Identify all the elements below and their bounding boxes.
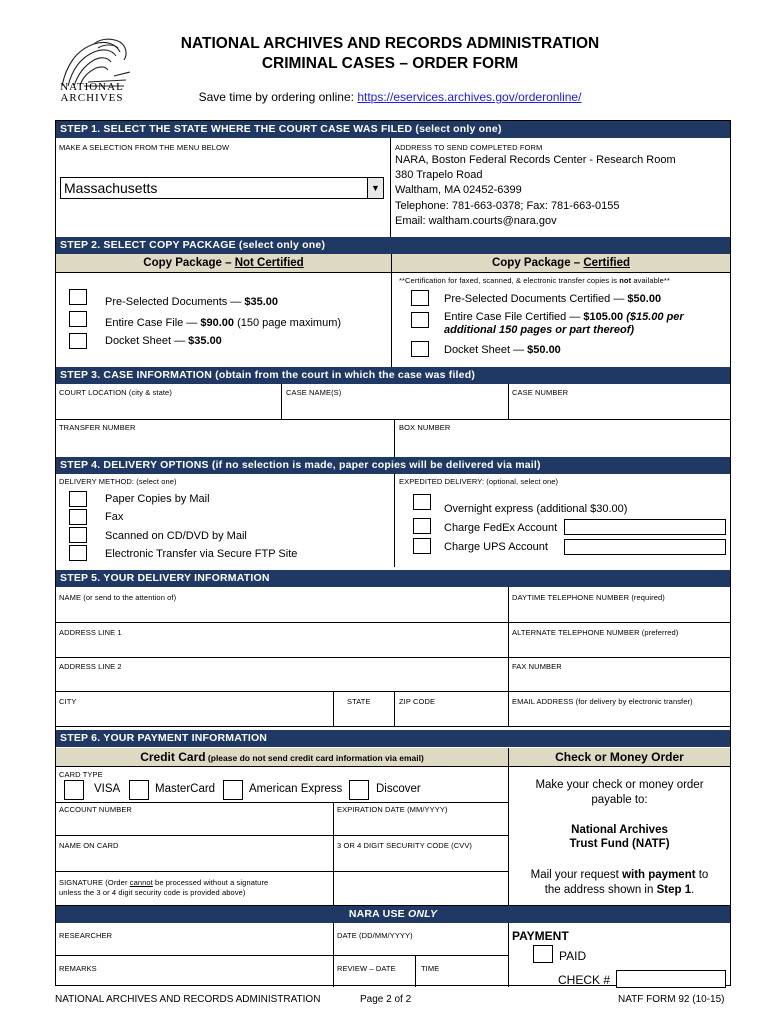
step1-heading: STEP 1. SELECT THE STATE WHERE THE COURT CASE WAS FILED (select only one): [56, 121, 730, 138]
step4-heading: STEP 4. DELIVERY OPTIONS (if no selection is made, paper copies will be delivered via mail): [56, 457, 730, 474]
option-c-entire-case: Entire Case File Certified — $105.00 ($15.00 per additional 150 pages or part thereof): [444, 311, 684, 336]
checkbox-ftp[interactable]: [69, 545, 87, 561]
court-location-label: COURT LOCATION (city & state): [59, 388, 172, 397]
card-visa: VISA: [94, 783, 121, 795]
footer-agency: NATIONAL ARCHIVES AND RECORDS ADMINISTRATION: [55, 994, 321, 1005]
certified-header: Copy Package – Certified: [392, 254, 730, 272]
checkbox-fedex[interactable]: [413, 518, 431, 534]
expedited-ups: Charge UPS Account: [444, 541, 548, 553]
credit-card-header: Credit Card (please do not send credit card information via email): [56, 748, 508, 766]
security-code-label: 3 OR 4 DIGIT SECURITY CODE (CVV): [337, 841, 473, 850]
checkbox-c-preselected[interactable]: [411, 290, 429, 306]
box-number-label: BOX NUMBER: [399, 423, 451, 432]
transfer-number-label: TRANSFER NUMBER: [59, 423, 136, 432]
checkbox-ups[interactable]: [413, 538, 431, 554]
mail-instructions: Mail your request with payment to the address shown in Step 1.: [530, 869, 709, 896]
checkbox-nc-docket[interactable]: [69, 333, 87, 349]
method-ftp: Electronic Transfer via Secure FTP Site: [105, 548, 298, 560]
expedited-fedex: Charge FedEx Account: [444, 522, 558, 534]
payee: National Archives Trust Fund (NATF): [569, 824, 670, 850]
daytime-phone-label: DAYTIME TELEPHONE NUMBER (required): [512, 593, 665, 602]
checkbox-c-docket[interactable]: [411, 341, 429, 357]
account-number-label: ACCOUNT NUMBER: [59, 805, 132, 814]
step2-heading: STEP 2. SELECT COPY PACKAGE (select only one): [56, 237, 730, 254]
remarks-label: REMARKS: [59, 964, 97, 973]
method-fax: Fax: [105, 511, 124, 523]
card-amex: American Express: [249, 783, 343, 795]
option-nc-docket: Docket Sheet — $35.00: [105, 335, 222, 347]
logo-text: NATIONAL ARCHIVES: [60, 81, 124, 104]
review-date-label: REVIEW – DATE: [337, 964, 396, 973]
menu-label: MAKE A SELECTION FROM THE MENU BELOW: [59, 143, 230, 152]
checkbox-nc-preselected[interactable]: [69, 289, 87, 305]
step3-heading: STEP 3. CASE INFORMATION (obtain from the court in which the case was filed): [56, 367, 730, 384]
option-c-docket: Docket Sheet — $50.00: [444, 344, 561, 356]
address-line1-label: ADDRESS LINE 1: [59, 628, 122, 637]
not-certified-header: Copy Package – Not Certified: [56, 254, 391, 272]
mailing-address: NARA, Boston Federal Records Center - Research Room 380 Trapelo Road Waltham, MA 02452-6399 Telephone: 781-663-0378; Fax: 781-663-0155 Email: waltham.courts@nara.gov: [395, 154, 676, 227]
payment-label: PAYMENT: [512, 929, 569, 943]
alt-phone-label: ALTERNATE TELEPHONE NUMBER (preferred): [512, 628, 679, 637]
signature-label: SIGNATURE (Order cannot be processed without a signature unless the 3 or 4 digit security code is provided above): [59, 878, 269, 897]
address-label: ADDRESS TO SEND COMPLETED FORM: [395, 143, 543, 152]
check-header: Check or Money Order: [509, 748, 730, 766]
method-cd-dvd: Scanned on CD/DVD by Mail: [105, 530, 247, 542]
online-order-line: Save time by ordering online: https://eservices.archives.gov/orderonline/: [198, 90, 582, 104]
ups-account-input[interactable]: [564, 539, 726, 555]
checkbox-fax[interactable]: [69, 509, 87, 525]
zip-label: ZIP CODE: [399, 697, 436, 706]
checkbox-c-entire-case[interactable]: [411, 312, 429, 328]
case-number-label: CASE NUMBER: [512, 388, 569, 397]
card-type-label: CARD TYPE: [59, 770, 103, 779]
step6-heading: STEP 6. YOUR PAYMENT INFORMATION: [56, 730, 730, 747]
checkbox-overnight[interactable]: [413, 494, 431, 510]
expedited-overnight: Overnight express (additional $30.00): [444, 503, 628, 515]
checkbox-mastercard[interactable]: [129, 780, 149, 800]
delivery-method-label: DELIVERY METHOD: (select one): [59, 477, 177, 486]
certification-note: **Certification for faxed, scanned, & electronic transfer copies is not available**: [399, 276, 670, 285]
check-number-label: CHECK #: [558, 973, 611, 987]
page-title: NATIONAL ARCHIVES AND RECORDS ADMINISTRATION CRIMINAL CASES – ORDER FORM: [180, 35, 600, 72]
researcher-label: RESEARCHER: [59, 931, 113, 940]
state-select[interactable]: [60, 177, 384, 199]
chevron-down-icon[interactable]: ▼: [367, 178, 383, 198]
fax-number-label: FAX NUMBER: [512, 662, 562, 671]
address-line2-label: ADDRESS LINE 2: [59, 662, 122, 671]
checkbox-cd-dvd[interactable]: [69, 527, 87, 543]
footer-form-number: NATF FORM 92 (10-15): [618, 994, 725, 1005]
name-label: NAME (or send to the attention of): [59, 593, 177, 602]
expiration-label: EXPIRATION DATE (MM/YYYY): [337, 805, 448, 814]
checkbox-paper-mail[interactable]: [69, 491, 87, 507]
footer-page: Page 2 of 2: [360, 994, 412, 1005]
state-select-value: Massachusetts: [64, 180, 158, 196]
nara-use-heading: NARA USE ONLY: [56, 906, 730, 923]
option-nc-preselected: Pre-Selected Documents — $35.00: [105, 296, 279, 308]
online-order-link[interactable]: https://eservices.archives.gov/orderonline/: [357, 90, 582, 104]
name-on-card-label: NAME ON CARD: [59, 841, 119, 850]
case-name-label: CASE NAME(S): [286, 388, 342, 397]
checkbox-paid[interactable]: [533, 945, 553, 963]
card-discover: Discover: [376, 783, 421, 795]
paid-label: PAID: [559, 949, 587, 963]
checkbox-amex[interactable]: [223, 780, 243, 800]
option-nc-entire-case: Entire Case File — $90.00 (150 page maximum): [105, 317, 342, 329]
payable-to: Make your check or money order payable to:: [535, 779, 704, 806]
check-number-input[interactable]: [616, 970, 726, 988]
time-label: TIME: [421, 964, 440, 973]
step5-heading: STEP 5. YOUR DELIVERY INFORMATION: [56, 570, 730, 587]
option-c-preselected: Pre-Selected Documents Certified — $50.00: [444, 293, 662, 305]
email-label: EMAIL ADDRESS (for delivery by electronic transfer): [512, 697, 693, 706]
checkbox-discover[interactable]: [349, 780, 369, 800]
expedited-label: EXPEDITED DELIVERY: (optional, select one): [399, 477, 559, 486]
card-mastercard: MasterCard: [155, 783, 216, 795]
checkbox-visa[interactable]: [64, 780, 84, 800]
fedex-account-input[interactable]: [564, 519, 726, 535]
city-label: CITY: [59, 697, 77, 706]
method-paper-mail: Paper Copies by Mail: [105, 493, 210, 505]
state-label: STATE: [347, 697, 371, 706]
date-label: DATE (DD/MM/YYYY): [337, 931, 413, 940]
checkbox-nc-entire-case[interactable]: [69, 311, 87, 327]
order-form: [55, 120, 731, 986]
